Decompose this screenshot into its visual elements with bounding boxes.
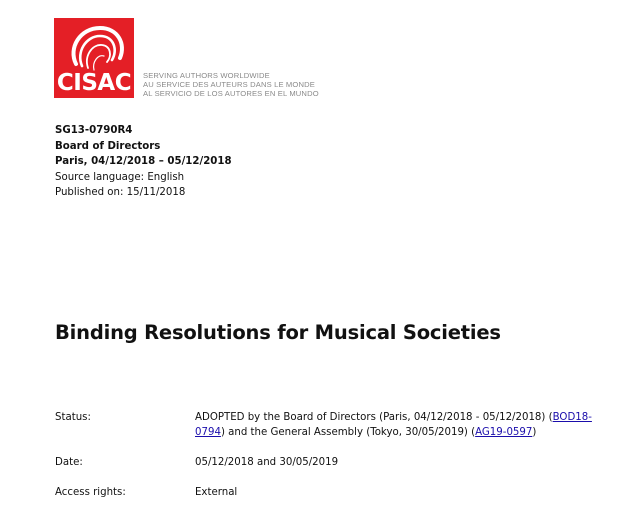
- access-rights-label: Access rights:: [55, 487, 126, 498]
- bod18-0794-link-part2: 0794: [195, 427, 221, 438]
- status-value: [195, 410, 595, 440]
- document-reference: SG13-0790R4: [55, 125, 133, 136]
- tagline-line-fr: AU SERVICE DES AUTEURS DANS LE MONDE: [143, 80, 315, 90]
- source-language: Source language: English: [55, 171, 185, 183]
- document-body: Board of Directors: [55, 140, 161, 152]
- status-text-1: ADOPTED by the Board of Directors (Paris, 04/12/2018 - 05/12/2018) (: [195, 412, 553, 423]
- tagline-line-es: AL SERVICIO DE LOS AUTORES EN EL MUNDO: [143, 89, 319, 99]
- bod18-0794-link-part1: BOD18-: [552, 412, 592, 423]
- status-label: Status:: [55, 412, 91, 423]
- cisac-logo: [54, 18, 134, 98]
- date-value: 05/12/2018 and 30/05/2019: [195, 457, 339, 468]
- logo-tagline: [143, 71, 319, 99]
- access-rights-value: External: [195, 487, 238, 498]
- document-title: Binding Resolutions for Musical Societies: [55, 321, 501, 344]
- ag19-0597-link[interactable]: AG19-0597: [475, 427, 533, 438]
- published-date: Published on: 15/11/2018: [55, 187, 186, 199]
- date-label: Date:: [55, 457, 83, 468]
- status-text-3: ): [532, 427, 537, 438]
- tagline-line-en: SERVING AUTHORS WORLDWIDE: [143, 71, 270, 80]
- logo-wordmark: CISAC: [56, 70, 132, 96]
- status-text-2: ) and the General Assembly (Tokyo, 30/05/2019) (: [220, 427, 476, 438]
- document-meta: [55, 123, 232, 201]
- meeting-place-dates: Paris, 04/12/2018 – 05/12/2018: [55, 156, 232, 168]
